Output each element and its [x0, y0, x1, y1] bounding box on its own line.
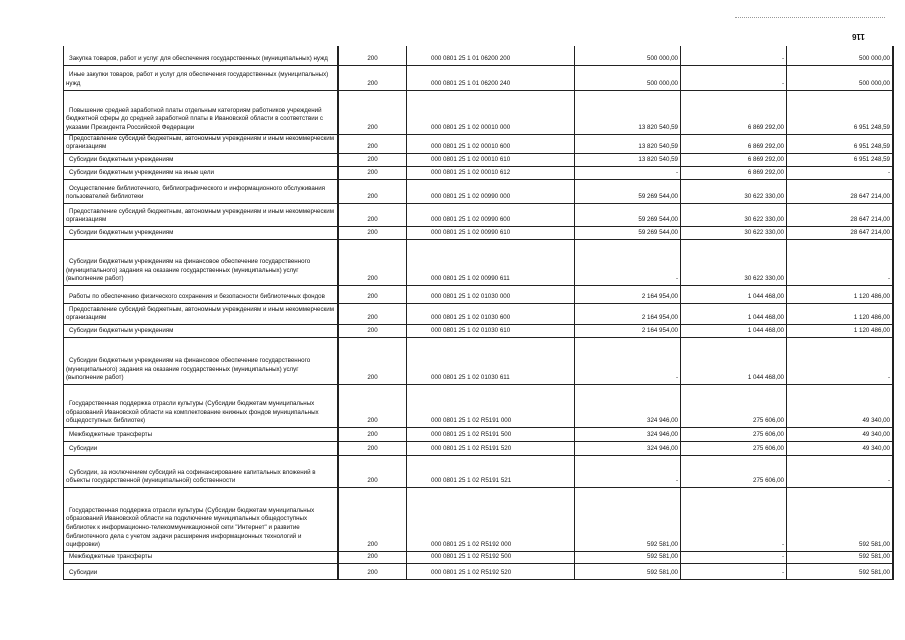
row-approved-amount: 13 820 540,59 — [575, 134, 681, 153]
row-executed-amount: 275 606,00 — [681, 455, 787, 487]
row-remaining-amount: 500 000,00 — [787, 65, 894, 90]
row-name: Субсидии бюджетным учреждениям — [64, 153, 339, 166]
row-budget-code: 000 0801 25 1 02 R5191 520 — [407, 441, 575, 455]
row-name: Межбюджетные трансферты — [64, 427, 339, 441]
table-row — [64, 427, 894, 441]
table-row — [64, 239, 894, 285]
row-approved-amount: 500 000,00 — [575, 65, 681, 90]
page-number: 116 — [852, 32, 865, 41]
row-name: Субсидии — [64, 441, 339, 455]
row-remaining-amount: - — [787, 455, 894, 487]
table-row — [64, 441, 894, 455]
row-budget-code: 000 0801 25 1 02 00010 600 — [407, 134, 575, 153]
row-approved-amount: 2 164 954,00 — [575, 324, 681, 337]
row-budget-code: 000 0801 25 1 02 R5191 000 — [407, 384, 575, 427]
row-name: Субсидии бюджетным учреждениям на финансовое обеспечение государственного (муниципального) задания на оказание государственных (муниципальных) услуг (выполнение работ) — [64, 337, 339, 384]
row-executed-amount: 275 606,00 — [681, 427, 787, 441]
row-approved-amount: - — [575, 337, 681, 384]
row-approved-amount: 59 269 544,00 — [575, 203, 681, 226]
row-admin-code: 200 — [338, 551, 407, 563]
table-row — [64, 134, 894, 153]
row-remaining-amount: 592 581,00 — [787, 563, 894, 579]
row-admin-code: 200 — [338, 203, 407, 226]
row-approved-amount: 500 000,00 — [575, 46, 681, 65]
row-budget-code: 000 0801 25 1 02 R5192 520 — [407, 563, 575, 579]
row-remaining-amount: 6 951 248,59 — [787, 153, 894, 166]
row-budget-code: 000 0801 25 1 02 00990 611 — [407, 239, 575, 285]
row-remaining-amount: 1 120 486,00 — [787, 285, 894, 303]
row-remaining-amount: 49 340,00 — [787, 427, 894, 441]
row-executed-amount: 30 622 330,00 — [681, 226, 787, 239]
row-remaining-amount: 49 340,00 — [787, 384, 894, 427]
row-name: Государственная поддержка отрасли культуры (Субсидии бюджетам муниципальных образований Ивановской области на комплектование книжных фондов муниципальных общедоступных библиотек) — [64, 384, 339, 427]
scan-artifact-line — [735, 17, 885, 18]
row-budget-code: 000 0801 25 1 02 R5191 521 — [407, 455, 575, 487]
row-admin-code: 200 — [338, 134, 407, 153]
row-budget-code: 000 0801 25 1 02 00010 612 — [407, 166, 575, 179]
row-name: Осуществление библиотечного, библиографического и информационного обслуживания пользователей библиотеки — [64, 179, 339, 203]
row-admin-code: 200 — [338, 226, 407, 239]
row-approved-amount: - — [575, 239, 681, 285]
row-approved-amount: 13 820 540,59 — [575, 90, 681, 134]
row-budget-code: 000 0801 25 1 02 01030 610 — [407, 324, 575, 337]
row-admin-code: 200 — [338, 239, 407, 285]
row-executed-amount: 1 044 468,00 — [681, 337, 787, 384]
row-name: Субсидии, за исключением субсидий на софинансирование капитальных вложений в объекты государственной (муниципальной) собственности — [64, 455, 339, 487]
row-remaining-amount: - — [787, 337, 894, 384]
table-row — [64, 563, 894, 579]
row-approved-amount: 592 581,00 — [575, 487, 681, 551]
row-admin-code: 200 — [338, 179, 407, 203]
table-row — [64, 303, 894, 324]
row-name: Субсидии бюджетным учреждениям — [64, 324, 339, 337]
row-remaining-amount: 592 581,00 — [787, 551, 894, 563]
row-budget-code: 000 0801 25 1 02 00990 000 — [407, 179, 575, 203]
row-budget-code: 000 0801 25 1 02 00990 610 — [407, 226, 575, 239]
row-budget-code: 000 0801 25 1 02 01030 600 — [407, 303, 575, 324]
row-executed-amount: 30 622 330,00 — [681, 239, 787, 285]
row-approved-amount: 2 164 954,00 — [575, 285, 681, 303]
row-remaining-amount: 49 340,00 — [787, 441, 894, 455]
row-executed-amount: 275 606,00 — [681, 441, 787, 455]
row-approved-amount: - — [575, 166, 681, 179]
row-name: Иные закупки товаров, работ и услуг для обеспечения государственных (муниципальных) нужд — [64, 65, 339, 90]
row-budget-code: 000 0801 25 1 02 00990 600 — [407, 203, 575, 226]
row-admin-code: 200 — [338, 337, 407, 384]
row-admin-code: 200 — [338, 384, 407, 427]
row-executed-amount: - — [681, 563, 787, 579]
row-admin-code: 200 — [338, 441, 407, 455]
table-row — [64, 153, 894, 166]
row-budget-code: 000 0801 25 1 02 R5192 000 — [407, 487, 575, 551]
row-budget-code: 000 0801 25 1 02 00010 610 — [407, 153, 575, 166]
row-executed-amount: 1 044 468,00 — [681, 285, 787, 303]
row-approved-amount: 324 946,00 — [575, 427, 681, 441]
table-row — [64, 226, 894, 239]
row-executed-amount: 6 869 292,00 — [681, 166, 787, 179]
row-remaining-amount: 28 647 214,00 — [787, 226, 894, 239]
row-admin-code: 200 — [338, 455, 407, 487]
row-remaining-amount: 6 951 248,59 — [787, 90, 894, 134]
table-row — [64, 551, 894, 563]
row-name: Повышение средней заработной платы отдельным категориям работников учреждений бюджетной сферы до средней заработной платы в Ивановской области в соответствии с указами Президента Российской Федерации — [64, 90, 339, 134]
row-executed-amount: 1 044 468,00 — [681, 303, 787, 324]
row-budget-code: 000 0801 25 1 02 R5191 500 — [407, 427, 575, 441]
row-name: Предоставление субсидий бюджетным, автономным учреждениям и иным некоммерческим организациям — [64, 203, 339, 226]
row-executed-amount: 6 869 292,00 — [681, 90, 787, 134]
row-budget-code: 000 0801 25 1 01 06200 240 — [407, 65, 575, 90]
row-remaining-amount: 500 000,00 — [787, 46, 894, 65]
row-remaining-amount: - — [787, 166, 894, 179]
row-approved-amount: 59 269 544,00 — [575, 226, 681, 239]
row-name: Межбюджетные трансферты — [64, 551, 339, 563]
table-row — [64, 166, 894, 179]
row-admin-code: 200 — [338, 563, 407, 579]
table-row — [64, 324, 894, 337]
row-admin-code: 200 — [338, 324, 407, 337]
row-remaining-amount: 592 581,00 — [787, 487, 894, 551]
row-approved-amount: 592 581,00 — [575, 563, 681, 579]
row-executed-amount: - — [681, 46, 787, 65]
table-row — [64, 90, 894, 134]
table-row — [64, 285, 894, 303]
table-row — [64, 179, 894, 203]
table-row — [64, 487, 894, 551]
row-admin-code: 200 — [338, 285, 407, 303]
row-name: Субсидии бюджетным учреждениям на иные цели — [64, 166, 339, 179]
row-approved-amount: 324 946,00 — [575, 441, 681, 455]
row-executed-amount: - — [681, 65, 787, 90]
row-executed-amount: 6 869 292,00 — [681, 153, 787, 166]
budget-table — [63, 46, 894, 580]
table-row — [64, 46, 894, 65]
table-row — [64, 455, 894, 487]
row-name: Работы по обеспечению физического сохранения и безопасности библиотечных фондов — [64, 285, 339, 303]
row-name: Субсидии бюджетным учреждениям на финансовое обеспечение государственного (муниципального) задания на оказание государственных (муниципальных) услуг (выполнение работ) — [64, 239, 339, 285]
row-budget-code: 000 0801 25 1 02 00010 000 — [407, 90, 575, 134]
row-budget-code: 000 0801 25 1 02 01030 000 — [407, 285, 575, 303]
row-remaining-amount: 6 951 248,59 — [787, 134, 894, 153]
row-name: Субсидии бюджетным учреждениям — [64, 226, 339, 239]
row-budget-code: 000 0801 25 1 02 R5192 500 — [407, 551, 575, 563]
table-row — [64, 203, 894, 226]
row-executed-amount: - — [681, 551, 787, 563]
row-admin-code: 200 — [338, 303, 407, 324]
row-approved-amount: 2 164 954,00 — [575, 303, 681, 324]
row-executed-amount: 275 606,00 — [681, 384, 787, 427]
row-remaining-amount: 1 120 486,00 — [787, 324, 894, 337]
row-approved-amount: 592 581,00 — [575, 551, 681, 563]
row-remaining-amount: 1 120 486,00 — [787, 303, 894, 324]
row-remaining-amount: 28 647 214,00 — [787, 203, 894, 226]
row-budget-code: 000 0801 25 1 02 01030 611 — [407, 337, 575, 384]
row-admin-code: 200 — [338, 166, 407, 179]
row-admin-code: 200 — [338, 153, 407, 166]
row-admin-code: 200 — [338, 427, 407, 441]
row-admin-code: 200 — [338, 46, 407, 65]
row-approved-amount: - — [575, 455, 681, 487]
row-approved-amount: 59 269 544,00 — [575, 179, 681, 203]
row-remaining-amount: - — [787, 239, 894, 285]
row-executed-amount: 30 622 330,00 — [681, 203, 787, 226]
row-admin-code: 200 — [338, 65, 407, 90]
row-name: Субсидии — [64, 563, 339, 579]
row-name: Государственная поддержка отрасли культуры (Субсидии бюджетам муниципальных образований Ивановской области на подключение муниципальных общедоступных библиотек к информационно-телекоммуникационной сети "Интернет" и развитие библиотечного дела с учетом задачи расширения информационных технологий и оцифровки) — [64, 487, 339, 551]
table-row — [64, 65, 894, 90]
row-executed-amount: 1 044 468,00 — [681, 324, 787, 337]
row-remaining-amount: 28 647 214,00 — [787, 179, 894, 203]
row-name: Предоставление субсидий бюджетным, автономным учреждениям и иным некоммерческим организациям — [64, 134, 339, 153]
table-row — [64, 384, 894, 427]
row-approved-amount: 13 820 540,59 — [575, 153, 681, 166]
row-approved-amount: 324 946,00 — [575, 384, 681, 427]
row-budget-code: 000 0801 25 1 01 06200 200 — [407, 46, 575, 65]
row-admin-code: 200 — [338, 487, 407, 551]
row-executed-amount: 30 622 330,00 — [681, 179, 787, 203]
row-name: Закупка товаров, работ и услуг для обеспечения государственных (муниципальных) нужд — [64, 46, 339, 65]
row-admin-code: 200 — [338, 90, 407, 134]
table-row — [64, 337, 894, 384]
row-executed-amount: - — [681, 487, 787, 551]
row-executed-amount: 6 869 292,00 — [681, 134, 787, 153]
row-name: Предоставление субсидий бюджетным, автономным учреждениям и иным некоммерческим организациям — [64, 303, 339, 324]
